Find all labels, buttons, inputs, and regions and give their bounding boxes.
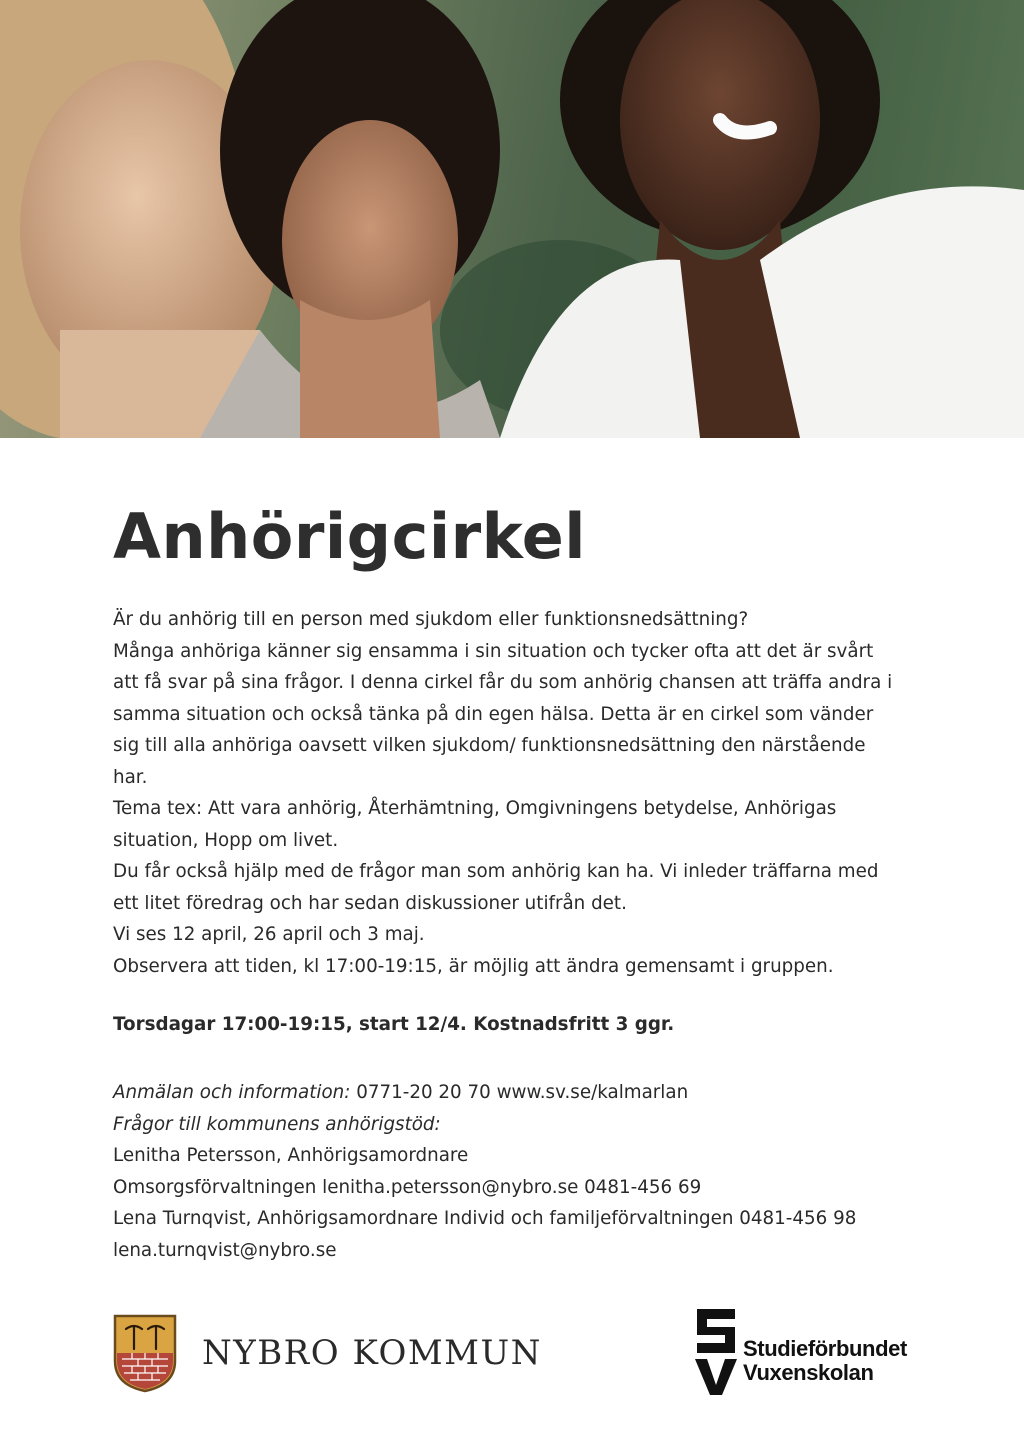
intro-paragraph: Vi ses 12 april, 26 april och 3 maj. (113, 924, 425, 945)
footer-logos (0, 1305, 1024, 1405)
contact-line[interactable]: Omsorgsförvaltningen lenitha.petersson@nybro.se 0481-456 69 (113, 1176, 702, 1198)
intro-paragraph: Många anhöriga känner sig ensamma i sin situation och tycker ofta att det är svårt att få svar på sina frågor. I denna cirkel får du som anhörig chansen att träffa andra i samma situation och också tänka på din egen hälsa. Detta är en cirkel som vänder sig till alla anhöriga oavsett vilken sjukdom/ funktionsnedsättning den närstående har. (113, 640, 893, 788)
sv-name-line1: Studieförbundet (743, 1336, 907, 1361)
intro-paragraph: Tema tex: Att vara anhörig, Återhämtning, Omgivningens betydelse, Anhörigas situation, Hopp om livet. (113, 798, 837, 851)
page-title: Anhörigcirkel (113, 500, 587, 573)
intro-paragraph: Observera att tiden, kl 17:00-19:15, är möjlig att ändra gemensamt i gruppen. (113, 955, 834, 977)
schedule-summary: Torsdagar 17:00-19:15, start 12/4. Kostnadsfritt 3 ggr. (113, 1014, 675, 1035)
intro-text (113, 604, 903, 982)
registration-value[interactable]: 0771-20 20 70 www.sv.se/kalmarlan (356, 1082, 689, 1103)
intro-paragraph: Du får också hjälp med de frågor man som anhörig kan ha. Vi inleder träffarna med ett litet föredrag och har sedan diskussioner utifrån det. (113, 861, 879, 914)
nybro-kommun-name: NYBRO KOMMUN (202, 1333, 542, 1373)
intro-paragraph: Är du anhörig till en person med sjukdom eller funktionsnedsättning? (113, 609, 749, 630)
registration-line (113, 1077, 903, 1109)
registration-label: Anmälan och information: (113, 1082, 351, 1103)
sv-mark-icon (693, 1305, 739, 1397)
nybro-kommun-logo (112, 1313, 542, 1393)
hero-photo (0, 0, 1024, 438)
contact-info (113, 1077, 903, 1266)
sv-name (743, 1317, 907, 1385)
contact-line[interactable]: Lena Turnqvist, Anhörigsamordnare Individ och familjeförvaltningen 0481-456 98 lena.turnqvist@nybro.se (113, 1208, 857, 1261)
sv-name-line2: Vuxenskolan (743, 1360, 874, 1385)
questions-label: Frågor till kommunens anhörigstöd: (113, 1113, 441, 1135)
nybro-crest-icon (112, 1313, 178, 1393)
hero-photo-illustration (0, 0, 1024, 438)
sv-logo (693, 1305, 907, 1397)
contact-line: Lenitha Petersson, Anhörigsamordnare (113, 1145, 469, 1166)
